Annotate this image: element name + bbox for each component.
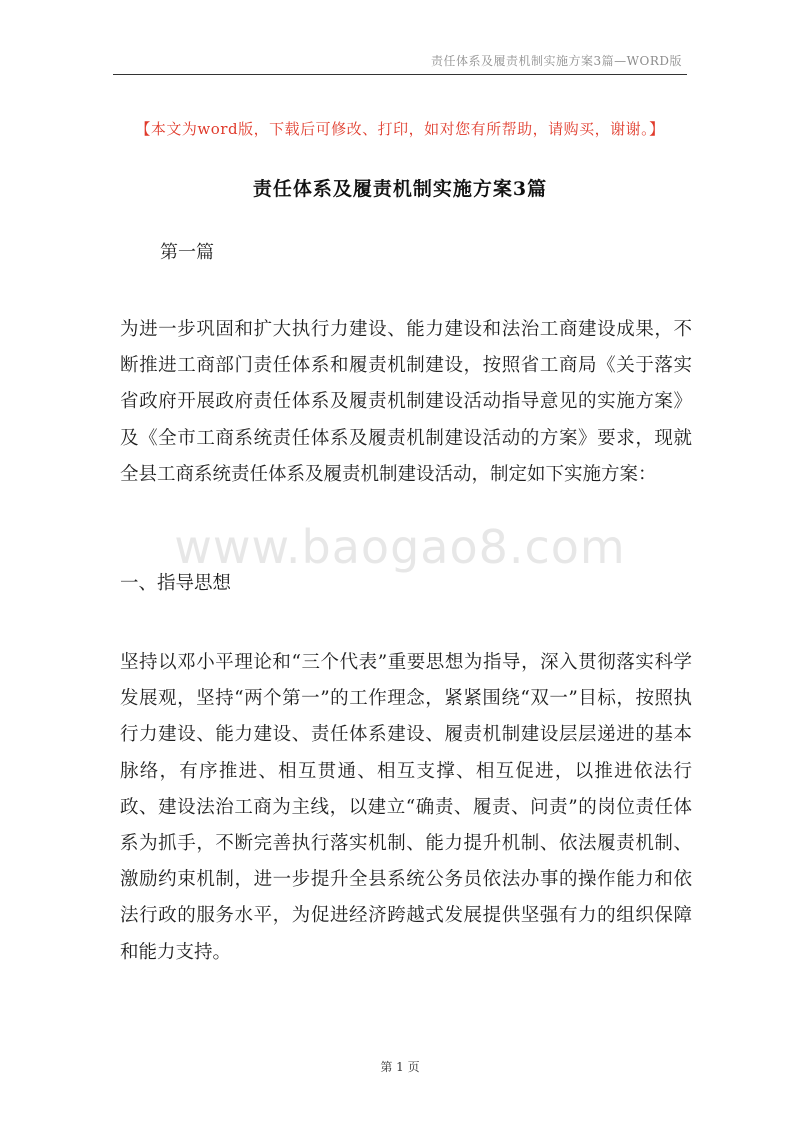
guiding-ideology-paragraph: 坚持以邓小平理论和“三个代表”重要思想为指导，深入贯彻落实科学发展观，坚持“两个第一”的工作理念，紧紧围绕“双一”目标，按照执行力建设、能力建设、责任体系建设、履责机制建设层层递进的基本脉络，有序推进、相互贯通、相互支撑、相互促进，以推进依法行政、建设法治工商为主线，以建立“确责、履责、问责”的岗位责任体系为抓手，不断完善执行落实机制、能力提升机制、依法履责机制、激励约束机制，进一步提升全县系统公务员依法办事的操作能力和依法行政的服务水平，为促进经济跨越式发展提供坚强有力的组织保障和能力支持。 bbox=[120, 652, 692, 963]
part-heading: 第一篇 bbox=[160, 242, 214, 263]
header-divider bbox=[113, 74, 687, 75]
site-watermark: www.baogao8.com bbox=[174, 520, 626, 574]
page-number: 第 1 页 bbox=[380, 1060, 420, 1074]
intro-paragraph: 为进一步巩固和扩大执行力建设、能力建设和法治工商建设成果，不断推进工商部门责任体系和履责机制建设，按照省工商局《关于落实省政府开展政府责任体系及履责机制建设活动指导意见的实施方案》及《全市工商系统责任体系及履责机制建设活动的方案》要求，现就全县工商系统责任体系及履责机制建设活动，制定如下实施方案： bbox=[120, 319, 692, 485]
document-title: 责任体系及履责机制实施方案3篇 bbox=[252, 178, 548, 200]
download-notice: 【本文为word版，下载后可修改、打印，如对您有所帮助，请购买，谢谢。】 bbox=[135, 120, 665, 138]
running-header: 责任体系及履责机制实施方案3篇—WORD版 bbox=[431, 54, 682, 68]
section-heading-guiding-ideology: 一、指导思想 bbox=[120, 573, 232, 594]
